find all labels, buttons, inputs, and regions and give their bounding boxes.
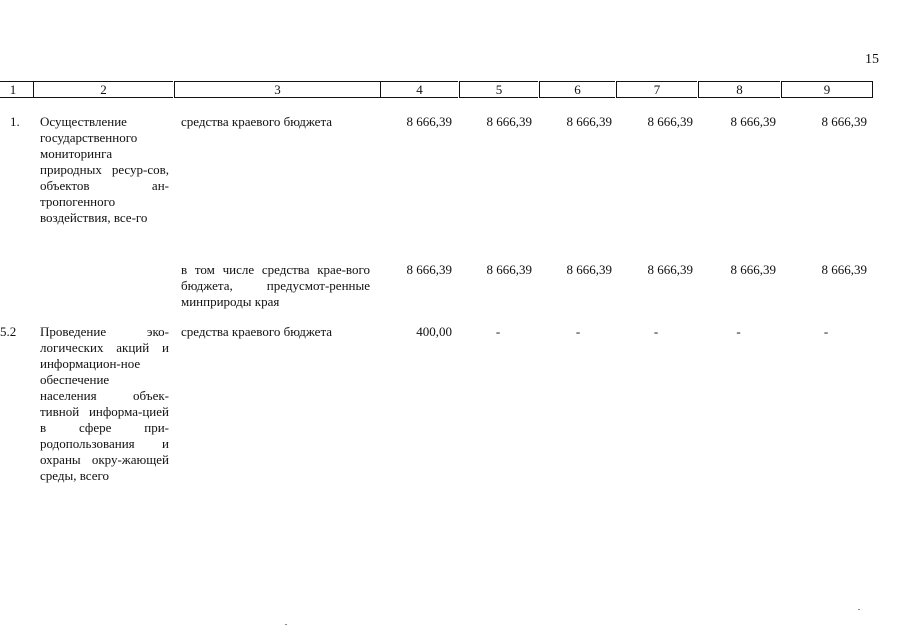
value-col-7: - xyxy=(653,324,659,339)
header-col-8: 8 xyxy=(698,81,780,98)
row-number: 1. xyxy=(10,114,20,129)
table-header-row xyxy=(0,81,874,98)
header-col-5: 5 xyxy=(459,81,538,98)
funding-source: в том числе средства крае-вого бюджета, предусмот-ренные минприроды края xyxy=(181,262,370,309)
value-col-6: - xyxy=(575,324,581,339)
header-col-2: 2 xyxy=(33,81,173,98)
value-col-8: - xyxy=(736,324,741,339)
value-col-8: 8 666,39 xyxy=(730,114,776,129)
value-col-4: 400,00 xyxy=(416,324,452,339)
funding-source: средства краевого бюджета xyxy=(181,114,333,129)
funding-source: средства краевого бюджета xyxy=(181,324,333,339)
value-col-6: 8 666,39 xyxy=(566,114,612,129)
header-col-6: 6 xyxy=(539,81,615,98)
value-col-6: 8 666,39 xyxy=(566,262,612,277)
value-col-4: 8 666,39 xyxy=(406,262,452,277)
header-col-4: 4 xyxy=(380,81,458,98)
value-col-9: 8 666,39 xyxy=(821,114,867,129)
measure-name: Осуществление государственного мониторинга природных ресур-сов, объектов ан-тропогенного воздействия, все-го xyxy=(40,114,169,225)
measure-name: Проведение эко-логических акций и информацион-ное обеспечение населения объек-тивной информа-цией в сфере при-родопользования и охраны окру-жающей среды, всего xyxy=(40,324,169,483)
value-col-5: - xyxy=(495,324,501,339)
value-col-9: 8 666,39 xyxy=(821,262,867,277)
value-col-5: 8 666,39 xyxy=(486,262,532,277)
page-number: 15 xyxy=(865,52,879,67)
value-col-8: 8 666,39 xyxy=(730,262,776,277)
scan-speck xyxy=(858,609,860,610)
value-col-9: - xyxy=(823,324,829,339)
header-col-7: 7 xyxy=(616,81,697,98)
header-col-3: 3 xyxy=(174,81,380,98)
value-col-7: 8 666,39 xyxy=(647,114,693,129)
value-col-4: 8 666,39 xyxy=(406,114,452,129)
scan-speck xyxy=(285,624,287,625)
header-col-1: 1 xyxy=(0,81,33,98)
value-col-5: 8 666,39 xyxy=(486,114,532,129)
row-number: 5.2 xyxy=(0,324,17,339)
value-col-7: 8 666,39 xyxy=(647,262,693,277)
header-col-9: 9 xyxy=(781,81,873,98)
